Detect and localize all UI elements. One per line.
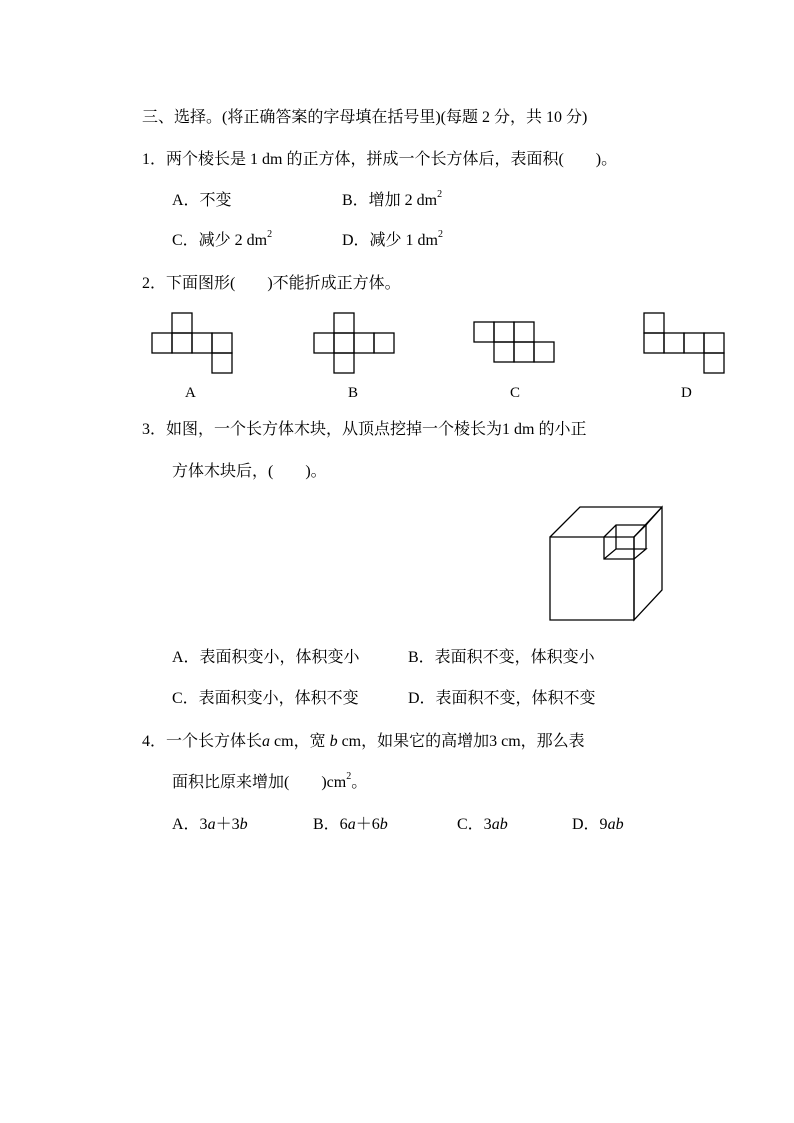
cube-net-a (152, 313, 232, 373)
question-4-stem-line-2: 面积比原来增加( )$cm^2$。 (172, 770, 368, 791)
net-d-label: D (681, 385, 692, 401)
question-3-option-b: B．表面积不变，体积变小 (408, 649, 595, 666)
question-3-stem-line-1: 3．如图，一个长方体木块，从顶点挖掉一个棱长为1 dm 的小正 (142, 421, 587, 438)
question-1-option-c: C．减少 2 $dm^2$ (172, 228, 273, 249)
question-1-option-b: B．增加 2 $dm^2$ (342, 188, 443, 209)
question-4-option-d: D．9ab (572, 816, 624, 833)
net-b-label: B (348, 385, 359, 401)
question-4-stem-line-1: 4．一个长方体长a cm，宽 b cm，如果它的高增加3 cm，那么表 (142, 733, 585, 750)
question-4-option-a: A．3a＋3b (172, 816, 248, 833)
question-3-stem-line-2: 方体木块后，( )。 (172, 463, 327, 480)
net-a-label: A (185, 385, 196, 401)
section-heading: 三、选择。(将正确答案的字母填在括号里)(每题 2 分，共 10 分) (142, 109, 588, 126)
question-1-option-a: A．不变 (172, 192, 232, 209)
question-3-option-d: D．表面积不变，体积不变 (408, 690, 596, 707)
question-4-option-c: C．3ab (457, 816, 508, 833)
question-4-option-b: B．6a＋6b (313, 816, 388, 833)
question-1-option-d: D．减少 1 $dm^2$ (342, 228, 444, 249)
cube-net-b (314, 313, 394, 373)
question-3-option-c: C．表面积变小，体积不变 (172, 690, 359, 707)
question-2-stem: 2．下面图形( )不能折成正方体。 (142, 275, 401, 292)
question-3-option-a: A．表面积变小，体积变小 (172, 649, 360, 666)
cuboid-with-notch-figure (550, 505, 665, 623)
cube-net-d (644, 313, 724, 373)
net-c-label: C (510, 385, 521, 401)
cube-net-c (474, 322, 554, 362)
question-1-stem: 1．两个棱长是 1 dm 的正方体，拼成一个长方体后，表面积( )。 (142, 151, 618, 168)
